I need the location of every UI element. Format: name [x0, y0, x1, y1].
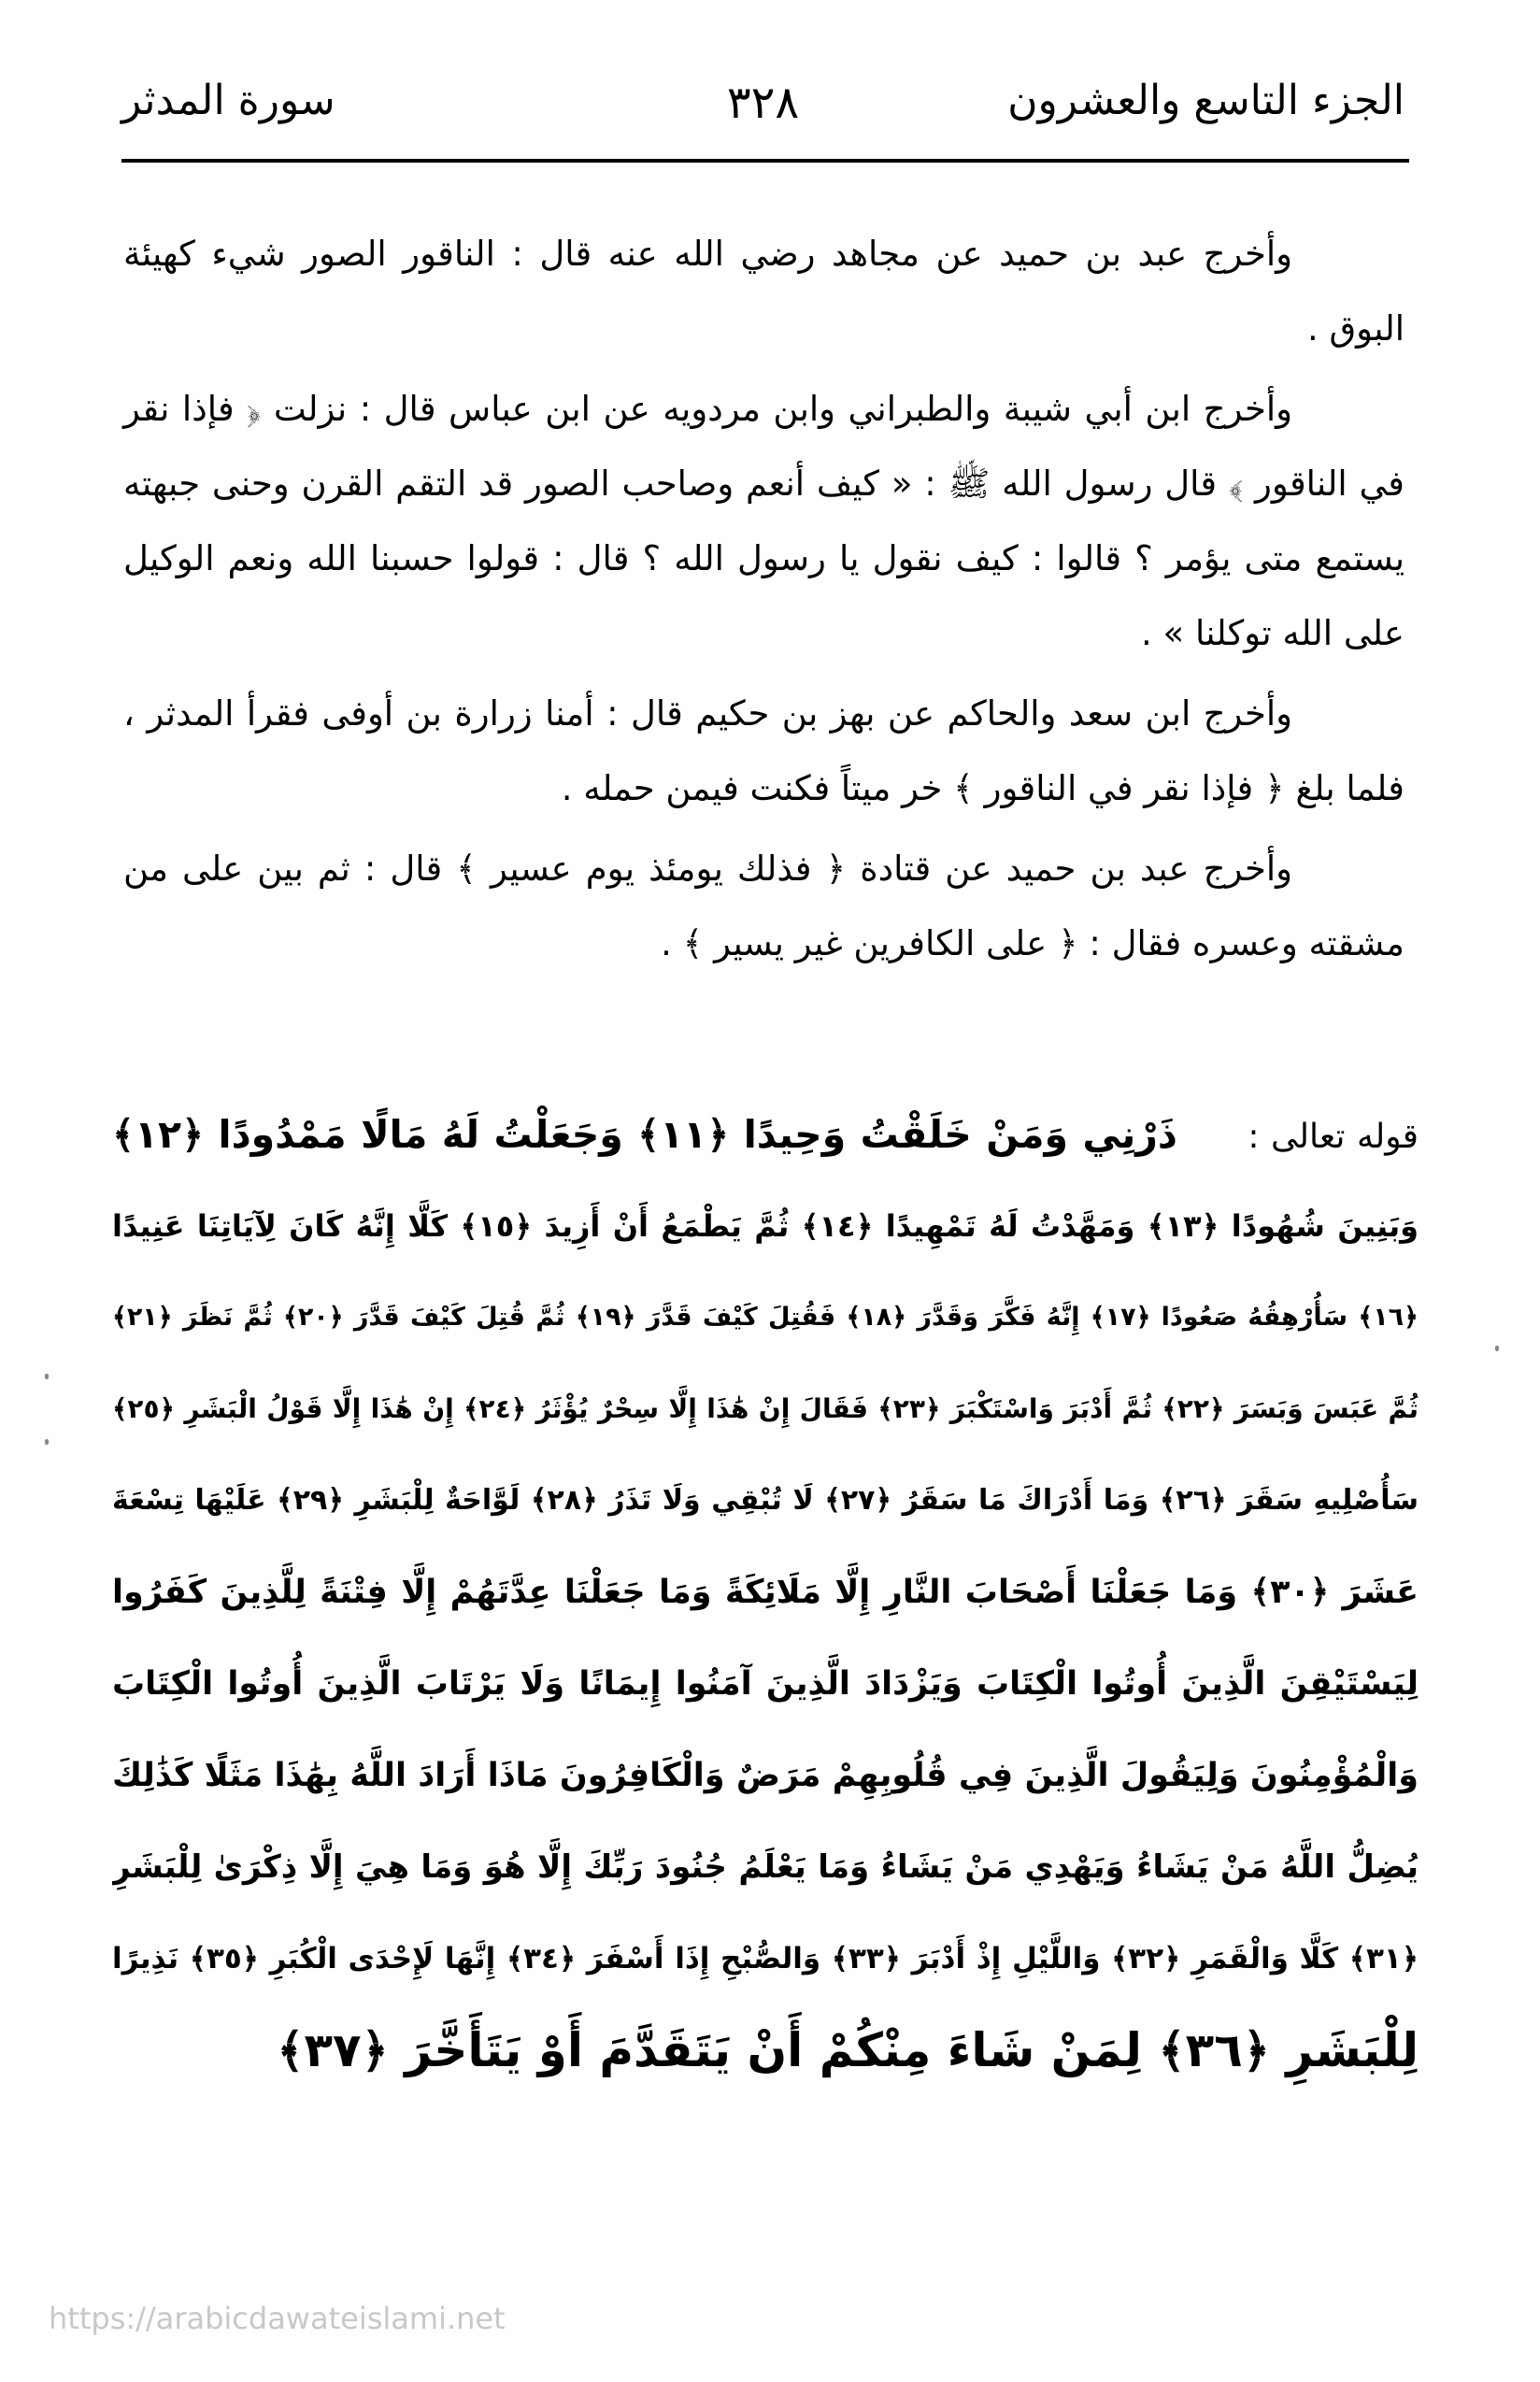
paragraph: وأخرج عبد بن حميد عن قتادة ﴿ فذلك يومئذ يوم عسير ﴾ قال : ثم بين على من مشقته وعسره فقال : ﴿ على الكافرين غير يسير ﴾ . [123, 849, 1405, 963]
scan-speck [45, 1439, 49, 1445]
verse-line: وَالْمُؤْمِنُونَ وَلِيَقُولَ الَّذِينَ فِي قُلُوبِهِمْ مَرَضٌ وَالْكَافِرُونَ مَاذَا أَرَادَ اللَّهُ بِهَٰذَا مَثَلًا كَذَٰلِكَ [112, 1757, 1419, 1794]
surah-title: سورة المدثر [121, 77, 335, 124]
verse-line [112, 1089, 1419, 1180]
quran-verses-block [112, 1089, 1419, 2096]
verse-line: ﴿١٦﴾ سَأُرْهِقُهُ صَعُودًا ﴿١٧﴾ إِنَّهُ فَكَّرَ وَقَدَّرَ ﴿١٨﴾ فَقُتِلَ كَيْفَ قَدَّرَ ﴿١٩﴾ ثُمَّ قُتِلَ كَيْفَ قَدَّرَ ﴿٢٠﴾ ثُمَّ نَظَرَ ﴿٢١﴾ [112, 1303, 1419, 1332]
verse-line: ثُمَّ عَبَسَ وَبَسَرَ ﴿٢٢﴾ ثُمَّ أَدْبَرَ وَاسْتَكْبَرَ ﴿٢٣﴾ فَقَالَ إِنْ هَٰذَا إِلَّا سِحْرٌ يُؤْثَرُ ﴿٢٤﴾ إِنْ هَٰذَا إِلَّا قَوْلُ الْبَشَرِ ﴿٢٥﴾ [112, 1393, 1419, 1424]
verse-intro-label: قوله تعالى : [1248, 1118, 1419, 1156]
page-number: ٣٢٨ [726, 77, 800, 129]
verse-line: ﴿٣١﴾ كَلَّا وَالْقَمَرِ ﴿٣٢﴾ وَاللَّيْلِ إِذْ أَدْبَرَ ﴿٣٣﴾ وَالصُّبْحِ إِذَا أَسْفَرَ ﴿٣٤﴾ إِنَّهَا لَإِحْدَى الْكُبَرِ ﴿٣٥﴾ نَذِيرًا [112, 1942, 1419, 1975]
paragraph: وأخرج عبد بن حميد عن مجاهد رضي الله عنه قال : الناقور الصور شيء كهيئة البوق . [123, 234, 1405, 349]
verse-line: وَبَنِينَ شُهُودًا ﴿١٣﴾ وَمَهَّدْتُ لَهُ تَمْهِيدًا ﴿١٤﴾ ثُمَّ يَطْمَعُ أَنْ أَزِيدَ ﴿١٥﴾ كَلَّا إِنَّهُ كَانَ لِآيَاتِنَا عَنِيدًا [112, 1208, 1419, 1244]
paragraph: وأخرج ابن سعد والحاكم عن بهز بن حكيم قال : أمنا زرارة بن أوفى فقرأ المدثر ، فلما بلغ ﴿ فإذا نقر في الناقور ﴾ خر ميتاً فكنت فيمن حمله . [123, 693, 1405, 808]
commentary-text [123, 217, 1405, 987]
header-rule [121, 159, 1409, 163]
scan-speck [45, 1374, 49, 1379]
verse-line: لِيَسْتَيْقِنَ الَّذِينَ أُوتُوا الْكِتَابَ وَيَزْدَادَ الَّذِينَ آمَنُوا إِيمَانًا وَلَا يَرْتَابَ الَّذِينَ أُوتُوا الْكِتَابَ [112, 1665, 1419, 1703]
juz-title: الجزء التاسع والعشرون [1007, 77, 1405, 124]
verse-line: عَشَرَ ﴿٣٠﴾ وَمَا جَعَلْنَا أَصْحَابَ النَّارِ إِلَّا مَلَائِكَةً وَمَا جَعَلْنَا عِدَّتَهُمْ إِلَّا فِتْنَةً لِلَّذِينَ كَفَرُوا [112, 1574, 1419, 1611]
verse-line: يُضِلُّ اللَّهُ مَنْ يَشَاءُ وَيَهْدِي مَنْ يَشَاءُ وَمَا يَعْلَمُ جُنُودَ رَبِّكَ إِلَّا هُوَ وَمَا هِيَ إِلَّا ذِكْرَىٰ لِلْبَشَرِ [112, 1848, 1419, 1886]
scan-speck [1495, 1346, 1499, 1351]
watermark-url: https://arabicdawateislami.net [49, 2301, 506, 2336]
paragraph: وأخرج ابن أبي شيبة والطبراني وابن مردويه عن ابن عباس قال : نزلت ﴿ فإذا نقر في الناقور ﴾ قال رسول الله ﷺ : « كيف أنعم وصاحب الصور قد التقم القرن وحنى جبهته يستمع متى يؤمر ؟ قالوا : كيف نقول يا رسول الله ؟ قال : قولوا حسبنا الله ونعم الوكيل على الله توكلنا » . [123, 389, 1405, 653]
verse-text: ذَرْنِي وَمَنْ خَلَقْتُ وَحِيدًا ﴿١١﴾ وَجَعَلْتُ لَهُ مَالًا مَمْدُودًا ﴿١٢﴾ [112, 1112, 1177, 1157]
verse-line: سَأُصْلِيهِ سَقَرَ ﴿٢٦﴾ وَمَا أَدْرَاكَ مَا سَقَرُ ﴿٢٧﴾ لَا تُبْقِي وَلَا تَذَرُ ﴿٢٨﴾ لَوَّاحَةٌ لِلْبَشَرِ ﴿٢٩﴾ عَلَيْهَا تِسْعَةَ [112, 1484, 1419, 1517]
running-header [121, 67, 1405, 151]
verse-line: لِلْبَشَرِ ﴿٣٦﴾ لِمَنْ شَاءَ مِنْكُمْ أَنْ يَتَقَدَّمَ أَوْ يَتَأَخَّرَ ﴿٣٧﴾ [277, 2023, 1419, 2077]
